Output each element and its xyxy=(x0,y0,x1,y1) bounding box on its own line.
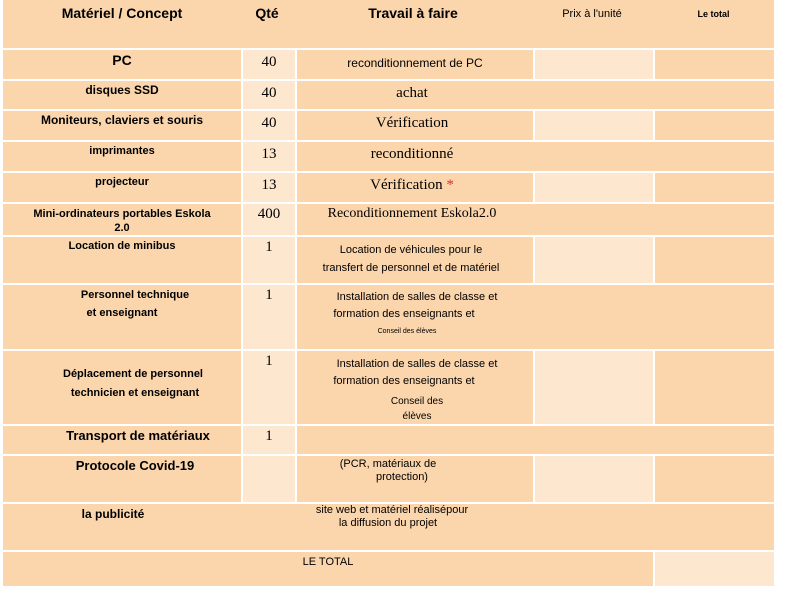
material-label: disques SSD xyxy=(85,83,159,97)
header-material: Matériel / Concept xyxy=(61,5,183,21)
material-label: Moniteurs, claviers et souris xyxy=(40,113,204,127)
work-label-line1: (PCR, matériaux de xyxy=(339,458,437,470)
material-label-line1: Personnel technique xyxy=(80,289,190,301)
qty-value: 13 xyxy=(261,177,277,193)
work-label-line2: protection) xyxy=(376,471,428,483)
qty-value: 1 xyxy=(265,428,273,444)
material-label-line1: Mini-ordinateurs portables Eskola xyxy=(33,208,211,220)
table-row xyxy=(3,504,774,550)
work-label: Reconditionnement Eskola2.0 xyxy=(327,206,497,221)
table-row xyxy=(3,237,774,283)
cell-total xyxy=(655,173,774,202)
work-label-line2: formation des enseignants et xyxy=(333,375,475,387)
material-label-line2: 2.0 xyxy=(114,222,130,234)
cell-work xyxy=(297,426,774,454)
table-row xyxy=(3,111,774,140)
qty-value: 1 xyxy=(265,353,273,369)
table-header-row xyxy=(3,0,774,48)
cell-unit-price xyxy=(535,50,653,79)
work-label-line1: Installation de salles de classe et xyxy=(336,358,498,370)
work-label: achat xyxy=(396,85,428,101)
material-label: Transport de matériaux xyxy=(66,428,210,443)
table-row xyxy=(3,50,774,79)
header-unit-price: Prix à l'unité xyxy=(562,8,622,20)
work-label-line1: site web et matériel réalisépour xyxy=(315,504,469,516)
work-label-line1: Installation de salles de classe et xyxy=(336,291,498,303)
cell-total xyxy=(655,237,774,283)
qty-value: 40 xyxy=(261,85,277,101)
work-label: Vérification xyxy=(375,115,449,131)
qty-value: 13 xyxy=(261,146,277,162)
material-label-line1: Déplacement de personnel xyxy=(63,368,203,380)
cell-unit-price xyxy=(535,456,653,502)
work-label: reconditionné xyxy=(370,146,454,162)
work-text: Vérification xyxy=(370,177,443,193)
table-row xyxy=(3,351,774,424)
qty-value: 1 xyxy=(265,287,273,303)
cell-unit-price xyxy=(535,351,653,424)
work-label-line1: Location de véhicules pour le xyxy=(339,244,483,256)
table-row xyxy=(3,81,774,109)
material-label-line2: et enseignant xyxy=(86,307,158,319)
table-row xyxy=(3,456,774,502)
cell-unit-price xyxy=(535,237,653,283)
cell-total xyxy=(655,111,774,140)
cell-total xyxy=(655,456,774,502)
total-label: LE TOTAL xyxy=(302,556,354,568)
qty-value: 1 xyxy=(265,239,273,255)
work-label xyxy=(297,177,527,194)
material-label: la publicité xyxy=(81,507,145,521)
work-label-line3: Conseil des élèves xyxy=(377,328,437,335)
material-label: Location de minibus xyxy=(68,240,176,252)
work-label-line4: élèves xyxy=(402,411,432,422)
header-total: Le total xyxy=(697,9,730,19)
cell-total xyxy=(655,50,774,79)
cell-total xyxy=(655,351,774,424)
total-value-cell xyxy=(655,552,774,586)
asterisk-mark: * xyxy=(446,177,454,193)
table-row xyxy=(3,285,774,349)
cell-unit-price xyxy=(535,111,653,140)
work-label-line2: formation des enseignants et xyxy=(333,308,475,320)
total-row xyxy=(3,552,774,586)
material-label-line2: technicien et enseignant xyxy=(70,387,200,399)
table-row xyxy=(3,426,774,454)
qty-value: 40 xyxy=(261,54,277,70)
table-row xyxy=(3,173,774,202)
header-qty: Qté xyxy=(255,5,279,21)
work-label-line2: la diffusion du projet xyxy=(338,517,438,529)
material-label: projecteur xyxy=(95,176,149,188)
table-row xyxy=(3,142,774,171)
qty-value: 400 xyxy=(257,206,281,222)
header-work: Travail à faire xyxy=(368,5,458,21)
material-label: Protocole Covid-19 xyxy=(75,458,195,473)
work-label: reconditionnement de PC xyxy=(347,56,483,70)
qty-value: 40 xyxy=(261,115,277,131)
cell-unit-price xyxy=(535,173,653,202)
work-label-line3: Conseil des xyxy=(390,396,444,407)
work-label-line2: transfert de personnel et de matériel xyxy=(322,262,500,274)
material-label: imprimantes xyxy=(89,145,155,157)
material-label: PC xyxy=(112,52,132,68)
table-row xyxy=(3,204,774,235)
